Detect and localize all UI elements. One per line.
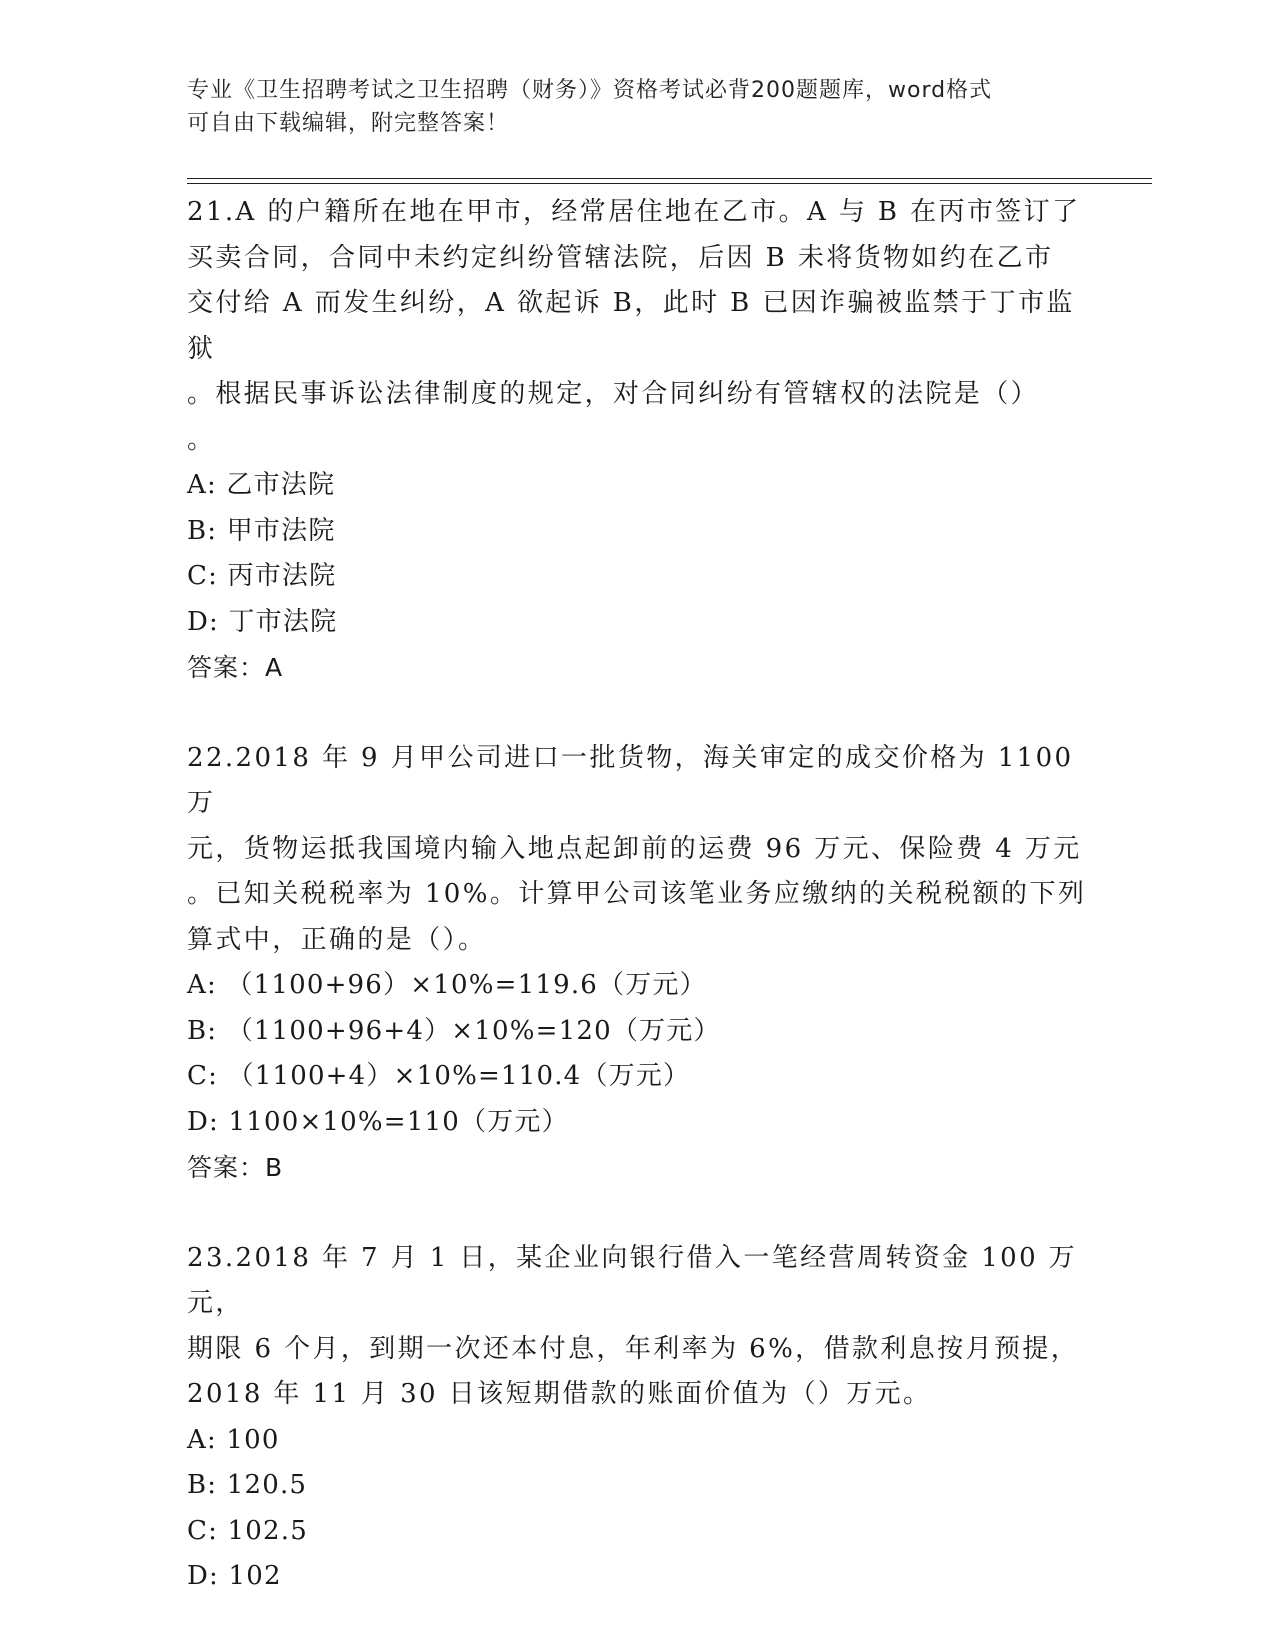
option-list bbox=[187, 963, 1087, 1145]
header-divider-bottom bbox=[187, 183, 1152, 184]
option-d: D: 丁市法院 bbox=[187, 606, 338, 637]
question-text-line: 买卖合同，合同中未约定纠纷管辖法院，后因 B 未将货物如约在乙市 bbox=[187, 242, 1054, 273]
option-b: B: 120.5 bbox=[187, 1470, 308, 1500]
option-a: A: （1100+96）×10%=119.6（万元） bbox=[187, 970, 707, 1000]
question-text-line: 。 bbox=[187, 424, 216, 455]
document-header bbox=[187, 74, 1067, 140]
option-d: D: 102 bbox=[187, 1561, 282, 1591]
question-text-line: 2018 年 11 月 30 日该短期借款的账面价值为（）万元。 bbox=[187, 1379, 932, 1409]
option-b: B: 甲市法院 bbox=[187, 515, 336, 546]
question-23 bbox=[187, 1236, 1087, 1600]
option-a: A: 乙市法院 bbox=[187, 470, 336, 500]
question-spacer bbox=[187, 691, 1087, 736]
question-list bbox=[187, 190, 1087, 1600]
option-c: C: 102.5 bbox=[187, 1515, 308, 1546]
question-spacer bbox=[187, 1191, 1087, 1236]
question-text bbox=[187, 1236, 1087, 1418]
question-text-line: 22.2018 年 9 月甲公司进口一批货物，海关审定的成交价格为 1100 万 bbox=[187, 742, 1074, 818]
option-a: A: 100 bbox=[187, 1424, 280, 1455]
header-line-2: 可自由下载编辑，附完整答案！ bbox=[187, 111, 510, 136]
question-text bbox=[187, 190, 1087, 463]
option-c: C: （1100+4）×10%=110.4（万元） bbox=[187, 1061, 691, 1091]
question-text-line: 。根据民事诉讼法律制度的规定，对合同纠纷有管辖权的法院是（） bbox=[187, 379, 1040, 409]
question-text-line: 算式中，正确的是（）。 bbox=[187, 924, 487, 955]
header-line-1: 专业《卫生招聘考试之卫生招聘（财务）》资格考试必背200题题库，word格式 bbox=[187, 78, 993, 103]
question-text-line: 。已知关税税率为 10%。计算甲公司该笔业务应缴纳的关税税额的下列 bbox=[187, 879, 1087, 909]
option-list bbox=[187, 1418, 1087, 1600]
answer-label: 答案：B bbox=[187, 1153, 284, 1182]
question-text bbox=[187, 736, 1087, 964]
question-text-line: 期限 6 个月，到期一次还本付息，年利率为 6%，借款利息按月预提， bbox=[187, 1333, 1080, 1364]
question-text-line: 23.2018 年 7 月 1 日，某企业向银行借入一笔经营周转资金 100 万元， bbox=[187, 1242, 1078, 1318]
header-divider-top bbox=[187, 178, 1152, 179]
question-22 bbox=[187, 736, 1087, 1191]
question-text-line: 元，货物运抵我国境内输入地点起卸前的运费 96 万元、保险费 4 万元 bbox=[187, 833, 1082, 864]
answer-label: 答案：A bbox=[187, 653, 284, 682]
question-21 bbox=[187, 190, 1087, 691]
option-b: B: （1100+96+4）×10%=120（万元） bbox=[187, 1015, 721, 1046]
option-d: D: 1100×10%=110（万元） bbox=[187, 1106, 569, 1137]
question-text-line: 21.A 的户籍所在地在甲市，经常居住地在乙市。A 与 B 在丙市签订了 bbox=[187, 197, 1081, 227]
option-c: C: 丙市法院 bbox=[187, 561, 337, 591]
option-list bbox=[187, 463, 1087, 645]
question-text-line: 交付给 A 而发生纠纷，A 欲起诉 B，此时 B 已因诈骗被监禁于丁市监狱 bbox=[187, 288, 1075, 364]
